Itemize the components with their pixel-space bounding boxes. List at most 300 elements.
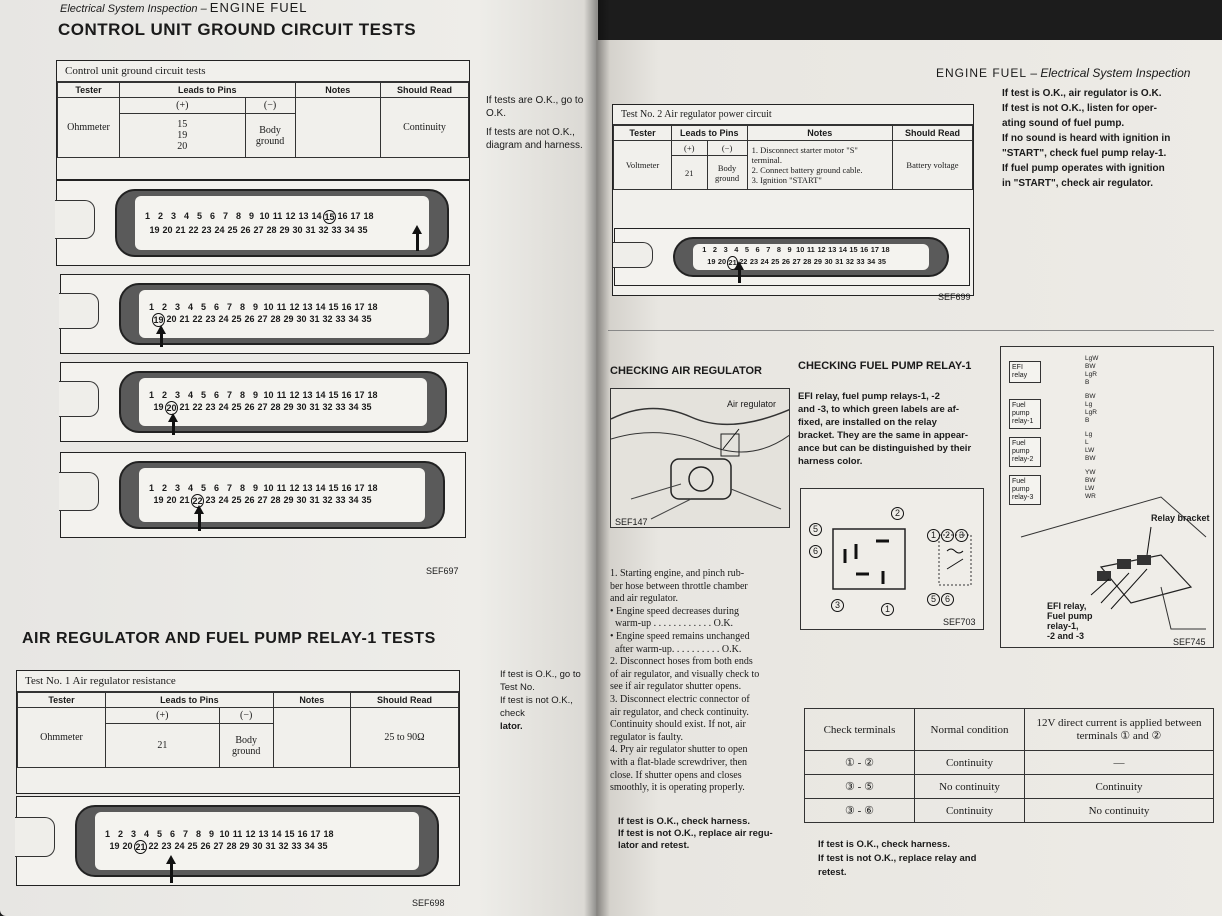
result-line: retest. [818,867,847,878]
connector-body [119,371,447,433]
pin-label: 2 [161,483,167,493]
pin-label: 29 [283,495,294,505]
minus-cell: (−) [219,708,273,724]
side-note-line: If tests are not O.K., [486,127,575,138]
pin-label: 34 [344,225,355,235]
pin-label: 14 [315,483,326,493]
connector-face [139,290,429,338]
wire-color-label: LW [1085,447,1095,454]
pin-arrow-stem [172,421,175,435]
terminal-number: 1 [927,529,940,542]
pin-label: 27 [213,841,224,851]
reading-cell: 25 to 90Ω [351,708,459,768]
pin-arrow-stem [170,863,173,883]
pin-label: 33 [856,257,865,266]
right-header-title: ENGINE FUEL [936,66,1028,80]
side-note-line: If test is O.K., go to Test No. [500,669,581,693]
test1-table [17,692,459,768]
tester-cell: Ohmmeter [18,708,106,768]
connector-row [60,274,470,354]
side-note-line: lator. [500,721,523,732]
pin-label: 25 [231,402,242,412]
pin-label: 2 [117,829,123,839]
left-header-title: ENGINE FUEL [209,0,308,15]
procedure-line: 4. Pry air regulator shutter to open [610,744,748,756]
left-page [0,0,598,916]
harness-cable [59,293,99,329]
side-note-line: If test is not O.K., check [500,695,573,719]
col-notes: Notes [273,693,350,708]
pin-label: 12 [245,829,256,839]
pin-label: 3 [174,390,180,400]
terminal-number: 3 [831,599,844,612]
relay-tag: EFI relay [1009,361,1041,383]
pin-label: 22 [739,257,748,266]
harness-cable [59,381,99,417]
pin-label: 27 [257,495,268,505]
pin-label: 31 [305,225,316,235]
terminal-number: 3 [955,529,968,542]
pin-label: 7 [226,390,232,400]
reading-cell: Battery voltage [893,141,973,190]
pin-label: 17 [870,245,879,254]
pin-label: 2 [161,390,167,400]
pin-label: 32 [278,841,289,851]
connector-row [56,180,470,266]
pin-label: 3 [174,302,180,312]
side-note-2 [500,668,598,733]
pin-label: 23 [205,495,216,505]
pin-label: 30 [824,257,833,266]
pin-label: 10 [263,483,274,493]
fig-code-sef147: SEF147 [615,517,648,527]
fig-code-sef698: SEF698 [412,898,445,908]
pin-label: 30 [296,314,307,324]
pin-value: 15 [177,119,188,130]
relay-paragraph-line: EFI relay, fuel pump relays-1, -2 [798,391,940,402]
procedure-line: after warm-up. . . . . . . . . . O.K. [610,643,742,655]
ground-cell: Body ground [219,724,273,768]
pin-label: 13 [302,390,313,400]
pin-label: 35 [361,495,372,505]
pin-label: 22 [188,225,199,235]
pin-label: 26 [244,402,255,412]
pin-label: 33 [291,841,302,851]
pin-label: 19 [153,315,164,325]
terminal-number: 1 [881,603,894,616]
pin-label: 11 [276,483,287,493]
procedure-line: see if air regulator shutter opens. [610,681,742,693]
procedure-line: • Engine speed decreases during [610,605,740,617]
pin-label: 21 [179,314,190,324]
checking-air-title: CHECKING AIR REGULATOR [610,365,762,377]
pin-label: 3 [723,245,728,254]
header-check-terminals: Check terminals [805,709,915,751]
col-tester: Tester [58,83,120,98]
plus-cell: (+) [120,98,246,114]
result-line: If test is not O.K., listen for oper- [1002,103,1158,114]
pin-label: 11 [276,302,287,312]
procedure-line: close. If shutter opens and closes [610,769,742,781]
harness-cable [59,472,99,511]
pin-label: 17 [354,302,365,312]
connector-face [139,468,425,522]
pin-label: 3 [174,483,180,493]
pin-label: 32 [322,314,333,324]
pin-label: 13 [828,245,837,254]
procedure-line: regulator is faulty. [610,731,683,743]
pin-cell: 21 [106,724,220,768]
procedure-line: Continuity should exist. If not, air [610,719,746,731]
air-regulator-figure [610,388,790,528]
left-header-section: Electrical System Inspection [60,3,198,15]
test2-results [1002,86,1170,191]
procedure-result [618,816,773,852]
pin-label: 22 [192,496,203,506]
pin-label: 16 [297,829,308,839]
pin-label: 6 [213,390,219,400]
pin-label: 7 [226,302,232,312]
pin-label: 21 [135,842,146,852]
pin-label: 19 [153,495,164,505]
pin-label: 32 [322,495,333,505]
pin-label: 27 [253,225,264,235]
pin-label: 35 [357,225,368,235]
pin-label: 8 [239,302,245,312]
pin-label: 11 [806,245,815,254]
pin-label: 24 [218,314,229,324]
right-running-header: ENGINE FUEL – Electrical System Inspection [936,66,1191,80]
pin-label: 15 [849,245,858,254]
pin-label: 17 [354,390,365,400]
pin-label: 7 [226,483,232,493]
control-ground-table-title: Control unit ground circuit tests [57,61,469,82]
notes-cell [295,98,380,158]
pin-label: 14 [315,390,326,400]
pin-arrow-stem [416,233,419,251]
pin-label: 10 [263,302,274,312]
wire-color-label: L [1085,439,1089,446]
pin-label: 18 [367,483,378,493]
pin-label: 21 [179,495,190,505]
relay-paragraph-line: bracket. They are the same in appear- [798,430,969,441]
relay-paragraph-line: fixed, are installed on the relay [798,417,937,428]
pin-label: 30 [292,225,303,235]
pin-label: 26 [240,225,251,235]
pin-label: 27 [257,402,268,412]
pin-label: 14 [271,829,282,839]
pin-arrow-stem [198,513,201,531]
minus-cell: (−) [245,98,295,114]
wire-color-label: WR [1085,493,1096,500]
pin-label: 28 [803,257,812,266]
harness-cable [613,242,653,268]
pin-label: 10 [263,390,274,400]
pin-label: 29 [813,257,822,266]
pin-label: 16 [341,390,352,400]
pin-label: 21 [727,256,738,270]
pin-label: 28 [226,841,237,851]
col-leads: Leads to Pins [120,83,296,98]
reading-cell: Continuity [381,98,469,158]
result-line: lator and retest. [618,840,690,851]
pin-label: 12 [289,390,300,400]
pin-label: 26 [244,495,255,505]
pin-label: 15 [328,483,339,493]
pin-cell: 21 [672,156,708,190]
pin-label: 12 [289,302,300,312]
procedure-line: 3. Disconnect electric connector of [610,693,750,705]
pin-label: 4 [734,245,739,254]
pin-label: 32 [845,257,854,266]
pin-label: 6 [213,302,219,312]
check-cell-normal: Continuity [915,751,1025,775]
pin-label: 19 [707,257,716,266]
pin-label: 15 [284,829,295,839]
result-line: If test is O.K., check harness. [618,816,750,827]
pin-label: 10 [796,245,805,254]
pin-label: 10 [219,829,230,839]
result-line: in "START", check air regulator. [1002,178,1154,189]
pin-label: 26 [244,314,255,324]
side-note-line: diagram and harness. [486,140,583,151]
wire-color-label: LgR [1085,371,1097,378]
pin-label: 31 [309,495,320,505]
pin-label: 20 [166,403,177,413]
pin-label: 6 [213,483,219,493]
pin-value: 19 [177,130,188,141]
test1-title: Test No. 1 Air regulator resistance [17,671,459,692]
note-line: 2. Connect battery ground cable. [751,165,863,175]
pin-label: 19 [153,402,164,412]
pin-label: 27 [257,314,268,324]
procedure-line: air regulator, and check continuity. [610,706,749,718]
air-regulator-label: Air regulator [727,399,777,409]
ground-cell: Body ground [707,156,747,190]
fig-code-sef697: SEF697 [426,566,459,576]
note-line: 3. Ignition "START" [751,175,822,185]
header-12v-applied: 12V direct current is applied between terminals ① and ② [1025,709,1214,751]
pin-label: 32 [318,225,329,235]
pin-label: 8 [239,483,245,493]
pin-row-bottom [145,313,429,327]
pin-label: 12 [285,211,296,221]
pin-label: 25 [231,495,242,505]
pin-label: 20 [162,225,173,235]
procedure-line: warm-up . . . . . . . . . . . . O.K. [610,618,734,630]
pin-label: 15 [328,390,339,400]
col-should-read: Should Read [351,693,459,708]
test1-table-box [16,670,460,794]
pin-arrow-stem [160,333,163,347]
relay-tag: Fuel pump relay-1 [1009,399,1041,429]
pin-label: 19 [109,841,120,851]
pin-label: 2 [157,211,163,221]
result-line: If test is O.K., air regulator is O.K. [1002,88,1162,99]
pin-label: 1 [104,829,110,839]
pin-label: 5 [744,245,749,254]
check-cell-applied: — [1025,751,1214,775]
connector-body [75,805,439,877]
pin-label: 4 [187,483,193,493]
pin-label: 18 [363,211,374,221]
pin-label: 18 [881,245,890,254]
pin-label: 31 [309,314,320,324]
pin-label: 20 [166,495,177,505]
wire-color-label: YW [1085,469,1096,476]
pin-label: 2 [712,245,718,254]
table-row [805,799,1214,823]
pin-label: 31 [835,257,844,266]
connector-face [139,378,427,426]
pin-label: 13 [258,829,269,839]
side-note-line: If tests are O.K., go to [486,95,584,106]
pin-label: 20 [717,257,727,266]
pin-label: 16 [341,302,352,312]
pin-label: 6 [209,211,215,221]
air-regulator-title: AIR REGULATOR AND FUEL PUMP RELAY-1 TESTS [22,630,436,647]
pin-label: 16 [860,245,869,254]
result-line: If fuel pump operates with ignition [1002,163,1165,174]
pin-label: 11 [276,390,287,400]
pin-label: 27 [792,257,801,266]
table-row [805,751,1214,775]
pin-label: 12 [817,245,826,254]
control-ground-table-box [56,60,470,180]
pin-label: 9 [248,211,254,221]
result-line: If test is not O.K., replace relay and [818,853,977,864]
relay-schematic-figure [800,488,984,630]
pin-row-bottom [141,224,429,236]
pin-label: 7 [222,211,228,221]
wire-color-label: LgW [1085,355,1099,362]
check-cell-applied: No continuity [1025,799,1214,823]
connector-body [119,461,445,529]
pin-label: 8 [239,390,245,400]
pin-label: 13 [298,211,309,221]
pin-label: 14 [315,302,326,312]
relay-callout-line: EFI relay, [1047,601,1087,611]
wire-color-label: LW [1085,485,1095,492]
col-notes: Notes [747,126,892,141]
pin-label: 24 [214,225,225,235]
pin-label: 1 [148,483,154,493]
pin-label: 14 [311,211,322,221]
wire-color-label: BW [1085,363,1096,370]
relay-bracket-figure [1000,346,1214,648]
pin-label: 16 [341,483,352,493]
pin-label: 23 [205,314,216,324]
right-page [596,40,1222,916]
connector-face [135,196,429,250]
pin-label: 19 [149,225,160,235]
result-line: If test is not O.K., replace air regu- [618,828,773,839]
pin-row-top [145,482,425,494]
result-line: "START", check fuel pump relay-1. [1002,148,1167,159]
air-regulator-procedure [610,568,790,795]
side-note-line: O.K. [486,108,507,119]
pin-arrow-stem [738,269,741,283]
pin-label: 33 [335,314,346,324]
pin-label: 23 [201,225,212,235]
col-leads: Leads to Pins [106,693,274,708]
pin-label: 35 [361,314,372,324]
terminal-number: 2 [941,529,954,542]
terminal-number: 5 [809,523,822,536]
pin-label: 24 [218,402,229,412]
pin-label: 21 [179,402,190,412]
pin-label: 28 [266,225,277,235]
pin-label: 8 [195,829,201,839]
pin-label: 33 [335,402,346,412]
plus-cell: (+) [106,708,220,724]
terminal-number: 2 [891,507,904,520]
tester-cell: Ohmmeter [58,98,120,158]
pin-label: 7 [766,245,771,254]
col-tester: Tester [18,693,106,708]
check-table-rows [805,751,1214,823]
pin-label: 14 [838,245,847,254]
pin-label: 29 [283,314,294,324]
procedure-line: with a flat-blade screwdriver, then [610,756,748,768]
pin-row-bottom [101,840,419,854]
pin-label: 10 [259,211,270,221]
table-row [805,775,1214,799]
pin-label: 23 [161,841,172,851]
pin-label: 9 [787,245,792,254]
pin-row-bottom [145,401,427,415]
pin-label: 24 [174,841,185,851]
pin-label: 4 [187,302,193,312]
pin-label: 17 [350,211,361,221]
pin-label: 5 [200,390,206,400]
pin-label: 33 [331,225,342,235]
pin-row-top [699,244,929,256]
relay-paragraph-line: ance but can be distinguished by their [798,443,972,454]
terminal-number: 6 [809,545,822,558]
checking-relay-title: CHECKING FUEL PUMP RELAY-1 [798,360,972,372]
wire-color-label: Lg [1085,431,1093,438]
procedure-line: and air regulator. [610,593,679,605]
note-line: 1. Disconnect starter motor "S" terminal. [751,145,858,165]
wire-color-label: BW [1085,477,1096,484]
pin-label: 18 [323,829,334,839]
section-divider [608,330,1214,331]
pin-label: 30 [252,841,263,851]
wire-color-label: B [1085,417,1090,424]
pin-label: 7 [182,829,188,839]
pin-label: 22 [192,314,203,324]
test2-title: Test No. 2 Air regulator power circuit [613,105,973,125]
pin-label: 4 [143,829,149,839]
fig-code-sef699: SEF699 [938,292,971,302]
pin-label: 5 [200,483,206,493]
pin-label: 5 [156,829,162,839]
connector-row [60,362,468,442]
pin-label: 9 [252,390,258,400]
side-note-1 [486,94,583,152]
pin-row-bottom [145,494,425,508]
pin-label: 20 [122,841,133,851]
col-tester: Tester [614,126,672,141]
pin-label: 34 [867,257,876,266]
pin-row-top [145,301,429,313]
pin-label: 11 [272,211,283,221]
col-notes: Notes [295,83,380,98]
pin-label: 34 [348,314,359,324]
pin-label: 30 [296,495,307,505]
pin-label: 35 [317,841,328,851]
